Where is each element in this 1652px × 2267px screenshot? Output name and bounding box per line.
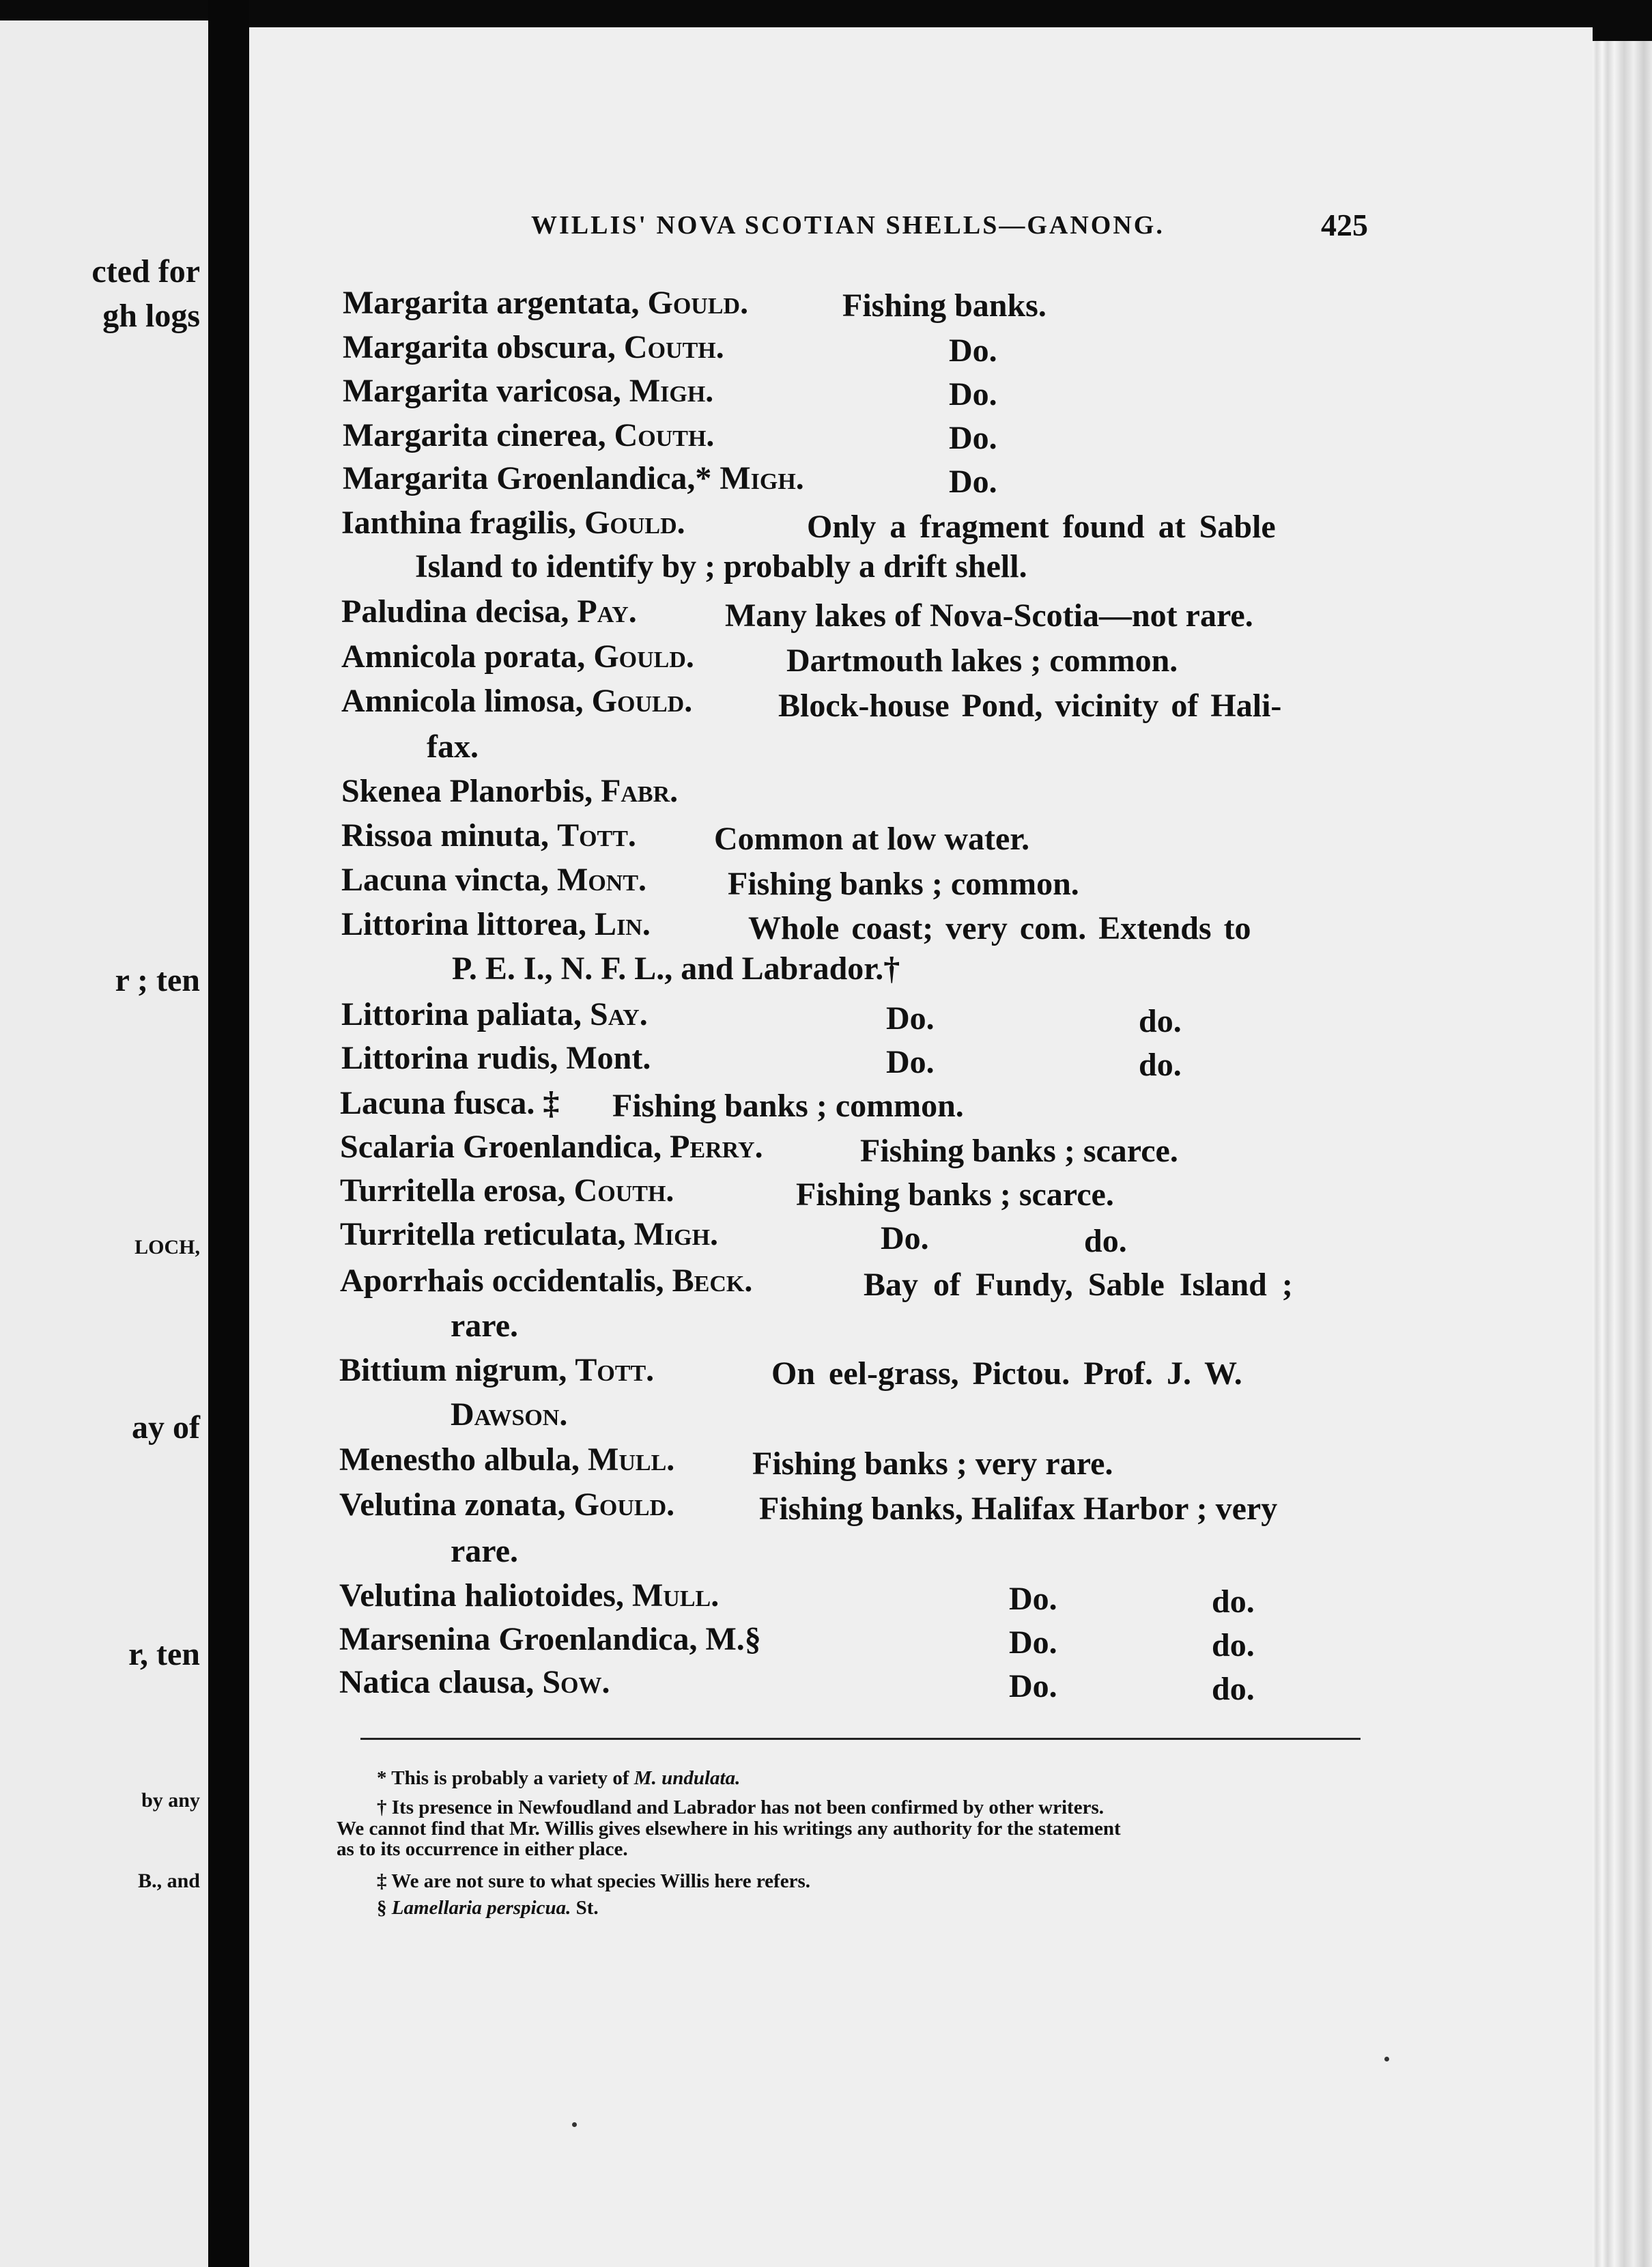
species-name: Amnicola porata, — [341, 638, 594, 675]
species-entry — [343, 331, 724, 364]
species-entry — [339, 1489, 674, 1521]
species-name: Aporrhais occidentalis, — [340, 1263, 672, 1299]
facing-page — [0, 20, 208, 2267]
species-name: Velutina haliotoides, — [339, 1577, 632, 1614]
species-entry — [341, 864, 646, 897]
footnote-italic: M. undulata. — [633, 1767, 741, 1789]
species-note: Whole coast; very com. Extends to — [748, 910, 1251, 946]
species-entry — [340, 1218, 718, 1251]
species-name: Turritella reticulata, — [340, 1216, 634, 1252]
species-note: Do. — [949, 420, 997, 456]
species-note: Fishing banks ; scarce. — [860, 1133, 1178, 1169]
species-author: Gould. — [591, 683, 693, 719]
species-author: Tott. — [557, 817, 636, 854]
species-note: On eel-grass, Pictou. Prof. J. W. — [771, 1355, 1242, 1392]
species-author: Migh. — [633, 1216, 719, 1252]
species-name: Margarita cinerea, — [343, 417, 614, 453]
species-entry — [341, 998, 648, 1031]
species-author: Gould. — [593, 638, 694, 675]
footnote-3: ‡ We are not sure to what species Willis here refers. — [377, 1870, 810, 1892]
species-entry — [343, 287, 748, 320]
species-author: Migh. — [629, 373, 714, 409]
species-note: Fishing banks, Halifax Harbor ; very — [759, 1491, 1278, 1527]
species-entry — [339, 1354, 654, 1387]
species-note-second: do. — [1212, 1627, 1255, 1663]
species-name: Ianthina fragilis, — [341, 505, 585, 541]
species-note-second: do. — [1212, 1583, 1255, 1620]
species-author: Mull. — [631, 1577, 720, 1614]
species-entry — [343, 375, 713, 408]
species-note: Do. — [1009, 1581, 1057, 1617]
species-author: Couth. — [623, 329, 724, 365]
species-note-continued: Dawson. — [451, 1396, 568, 1433]
species-note-continued: P. E. I., N. F. L., and Labrador.† — [452, 951, 900, 987]
species-name: Margarita obscura, — [343, 329, 624, 365]
species-name: Lacuna fusca. ‡ — [340, 1085, 560, 1121]
species-note: Bay of Fundy, Sable Island ; — [864, 1267, 1293, 1303]
species-author: Couth. — [573, 1172, 674, 1209]
species-entry — [341, 1042, 651, 1075]
footnote-rule — [360, 1738, 1361, 1740]
species-author: Pay. — [577, 593, 637, 630]
species-name: Lacuna vincta, — [341, 862, 558, 898]
species-note: Do. — [1009, 1668, 1057, 1704]
species-name: Bittium nigrum, — [339, 1352, 575, 1388]
species-name: Littorina littorea, — [341, 906, 595, 942]
species-entry — [341, 819, 636, 852]
species-entry — [341, 507, 685, 539]
species-note: Block-house Pond, vicinity of Hali- — [778, 688, 1282, 724]
species-entry — [340, 1131, 763, 1164]
facing-page-text: by any — [141, 1789, 200, 1812]
species-note: Fishing banks ; very rare. — [752, 1446, 1113, 1482]
species-note-second: do. — [1212, 1671, 1255, 1707]
species-name: Margarita argentata, — [343, 285, 648, 321]
species-note: Dartmouth lakes ; common. — [786, 643, 1178, 679]
species-author: Beck. — [672, 1263, 753, 1299]
species-author: Tott. — [575, 1352, 655, 1388]
species-author: Lin. — [595, 906, 651, 942]
species-entry — [341, 908, 651, 941]
facing-page-text: cted for — [91, 253, 200, 290]
species-note-second: do. — [1139, 1003, 1182, 1039]
facing-page-text: r, ten — [128, 1636, 200, 1672]
species-note: Do. — [949, 333, 997, 369]
footnote-4 — [377, 1898, 599, 1918]
species-name: Amnicola limosa, — [341, 683, 592, 719]
species-name: Menestho albula, — [339, 1441, 588, 1478]
species-name: Margarita varicosa, — [343, 373, 629, 409]
running-title: WILLIS' NOVA SCOTIAN SHELLS—GANONG. — [531, 211, 1165, 240]
page-edges — [1593, 41, 1652, 2267]
species-author: Gould. — [573, 1487, 675, 1523]
species-entry — [341, 640, 694, 673]
species-author: Mull. — [588, 1441, 675, 1478]
species-name: Skenea Planorbis, — [341, 773, 601, 809]
species-note-second: do. — [1084, 1223, 1127, 1259]
species-entry — [343, 462, 804, 495]
species-note-continued: rare. — [451, 1533, 519, 1569]
species-name: Paludina decisa, — [341, 593, 578, 630]
species-entry — [341, 685, 692, 718]
species-note: Fishing banks ; common. — [612, 1088, 964, 1124]
species-entry — [340, 1087, 559, 1120]
footnote-italic: Lamellaria perspicua. — [391, 1897, 571, 1919]
footnote-text: * This is probably a variety of — [377, 1767, 634, 1789]
species-entry — [341, 775, 678, 808]
species-author: Couth. — [614, 417, 715, 453]
species-author: Gould. — [584, 505, 685, 541]
species-note: Do. — [886, 1044, 935, 1080]
facing-page-text: gh logs — [102, 298, 200, 334]
species-name: Scalaria Groenlandica, — [340, 1129, 670, 1165]
scan-speck — [1384, 2057, 1389, 2061]
facing-page-text: B., and — [138, 1870, 200, 1892]
facing-page-text: ay of — [132, 1409, 200, 1446]
species-note: Only a fragment found at Sable — [807, 509, 1276, 545]
species-name: Marsenina Groenlandica, — [339, 1621, 706, 1657]
species-note-second: do. — [1139, 1047, 1182, 1083]
species-name: Littorina rudis, — [341, 1040, 567, 1076]
species-entry — [340, 1174, 674, 1207]
species-author: Gould. — [647, 285, 749, 321]
species-note: Do. — [881, 1220, 929, 1256]
species-name: Rissoa minuta, — [341, 817, 558, 854]
species-entry — [343, 419, 714, 452]
species-author: Mont. — [557, 862, 647, 898]
species-entry — [341, 595, 637, 628]
species-note: Do. — [949, 464, 997, 500]
page-number: 425 — [1321, 208, 1368, 242]
species-entry — [339, 1579, 719, 1612]
book-gutter — [208, 0, 249, 2267]
footnote-1 — [377, 1769, 740, 1788]
species-note: Common at low water. — [714, 821, 1030, 857]
species-note: Do. — [949, 376, 997, 412]
species-name: Velutina zonata, — [339, 1487, 574, 1523]
species-author: Perry. — [670, 1129, 763, 1165]
footnote-text: § — [377, 1897, 392, 1919]
footnote-2-line-3: as to its occurrence in either place. — [337, 1838, 628, 1860]
footnote-2-line-1: † Its presence in Newfoudland and Labrador has not been confirmed by other writers. — [377, 1797, 1104, 1818]
scan-speck — [572, 2122, 577, 2127]
species-note-continued: fax. — [427, 729, 479, 765]
species-note: Fishing banks. — [842, 287, 1046, 324]
species-author: Fabr. — [601, 773, 679, 809]
footnote-text: St. — [571, 1897, 599, 1919]
facing-page-text: r ; ten — [115, 962, 200, 998]
species-author: Say. — [590, 996, 648, 1032]
species-note: Do. — [1009, 1624, 1057, 1661]
footnote-2-line-2: We cannot find that Mr. Willis gives elsewhere in his writings any authority for the statement — [337, 1818, 1121, 1840]
species-name: Turritella erosa, — [340, 1172, 574, 1209]
species-entry — [339, 1441, 675, 1478]
species-note: Many lakes of Nova-Scotia—not rare. — [725, 597, 1253, 634]
species-author: Migh. — [720, 460, 804, 496]
species-note: Fishing banks ; common. — [728, 866, 1079, 902]
species-entry — [339, 1623, 761, 1656]
species-entry — [340, 1265, 752, 1297]
species-author: Sow. — [542, 1664, 610, 1700]
species-note: Fishing banks ; scarce. — [796, 1177, 1114, 1213]
species-author: M.§ — [705, 1621, 761, 1657]
species-entry — [339, 1666, 610, 1699]
species-note: Do. — [886, 1000, 935, 1037]
species-note-continued: rare. — [451, 1308, 519, 1344]
facing-page-text: LOCH, — [134, 1236, 200, 1258]
species-note-continued: Island to identify by ; probably a drift shell. — [415, 548, 1027, 585]
species-name: Margarita Groenlandica,* — [343, 460, 720, 496]
species-name: Littorina paliata, — [341, 996, 590, 1032]
species-author: Mont. — [566, 1040, 651, 1076]
species-name: Natica clausa, — [339, 1664, 543, 1700]
